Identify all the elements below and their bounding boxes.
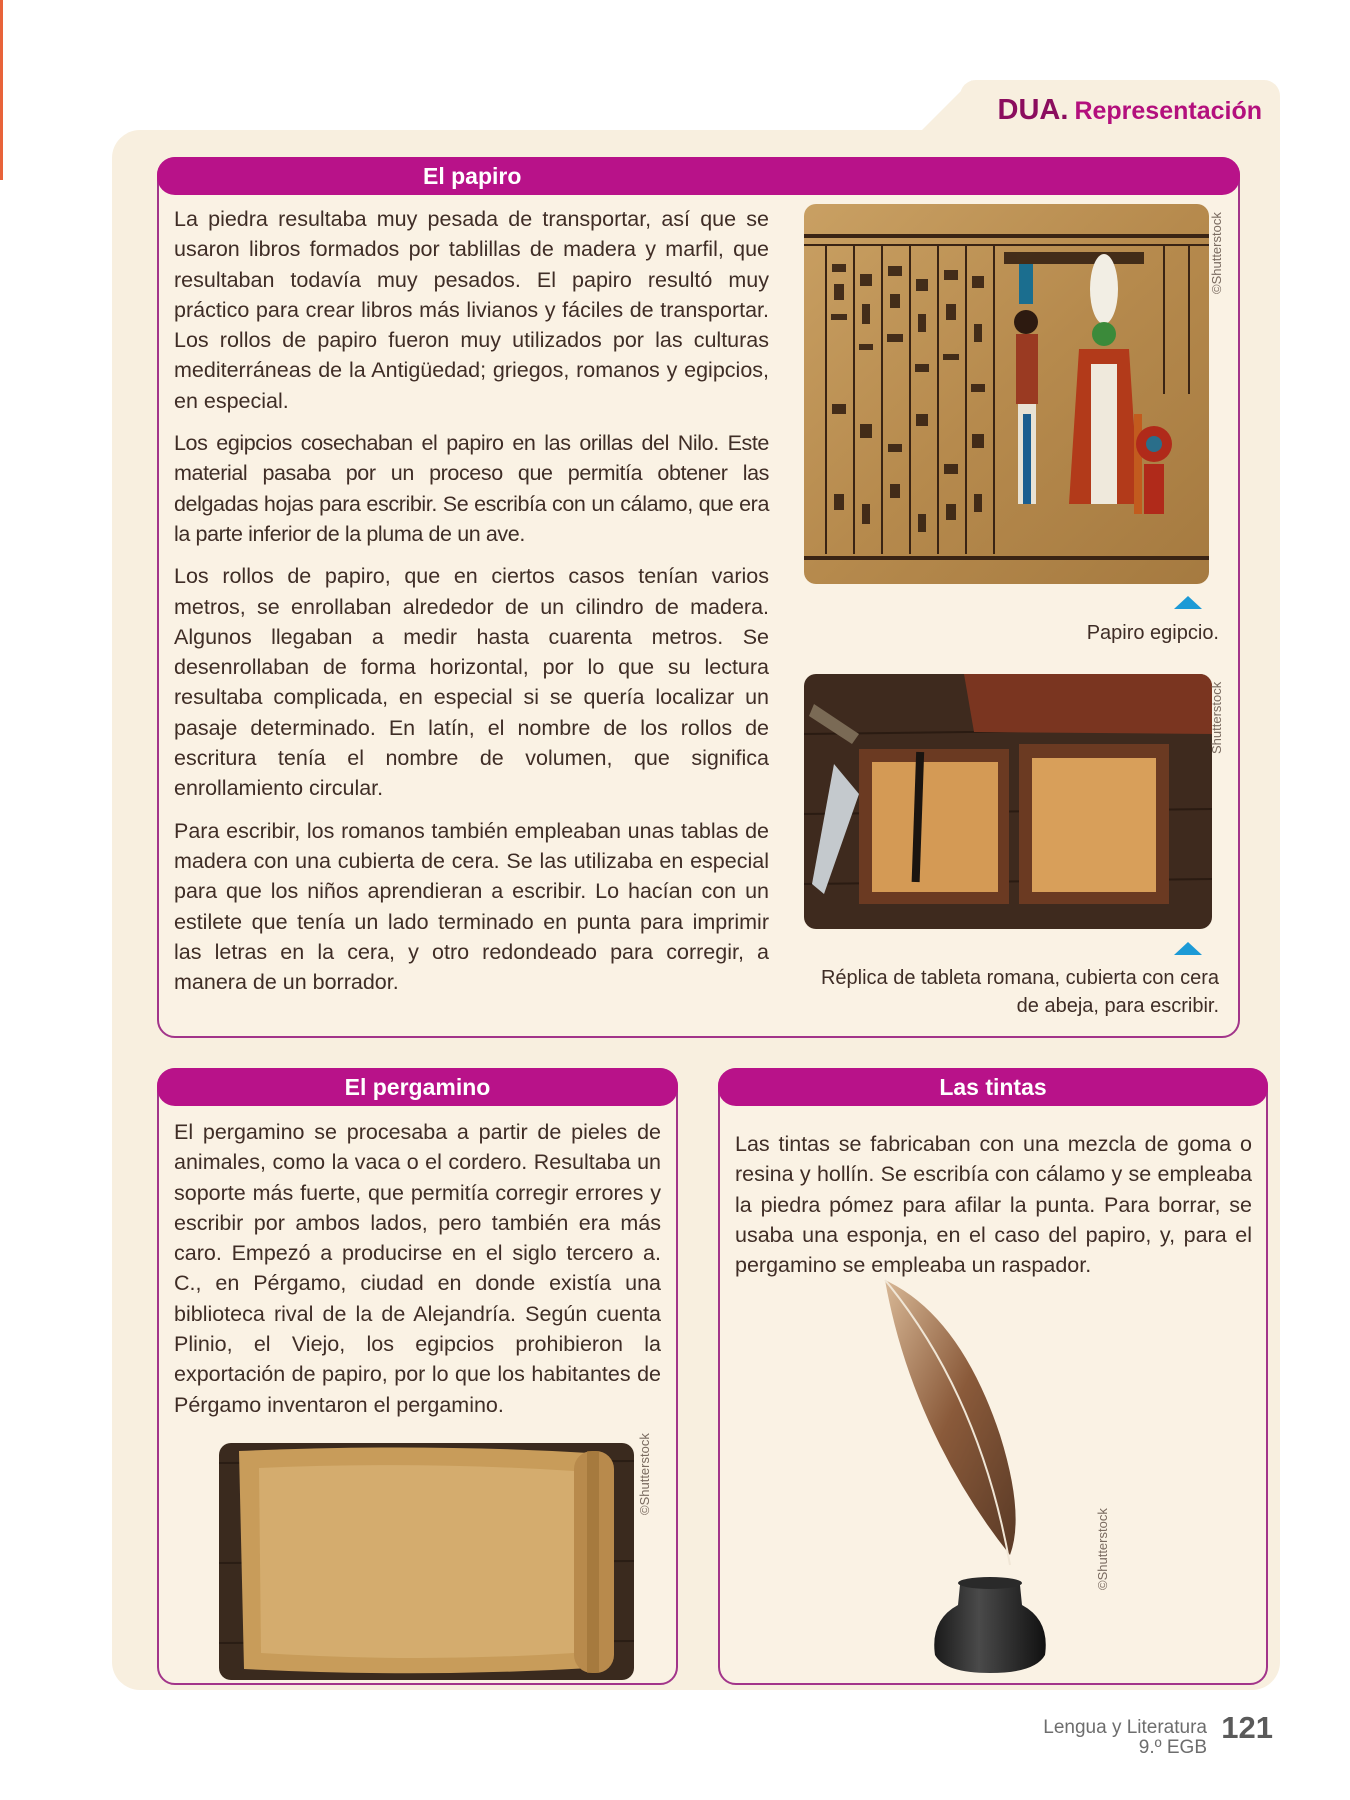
papiro-paragraph-2: Los egipcios cosechaban el papiro en las orillas del Nilo. Este material pasaba por un proceso que permitía obtener las delgadas hojas para escribir. Se escribía con un cálamo, que era la parte inferior de la pluma de un ave. [174,431,769,546]
pergamino-body: El pergamino se procesaba a partir de pieles de animales, como la vaca o el cordero. Resultaba un soporte más fuerte, que permitía corregir errores y escribir por ambos lados, pero también era más caro. Empezó a producirse en el siglo tercero a. C., en Pérgamo, ciudad en donde existía una biblioteca rival de la de Alejandría. Según cuenta Plinio, el Viejo, los egipcios prohibieron la exportación de papiro, por lo que los habitantes de Pérgamo inventaron el pergamino. [174,1120,661,1417]
parchment-image [219,1443,634,1680]
quill-image-credit: ©Shutterstock [1095,1508,1110,1590]
roman-tablet-image [804,674,1212,929]
page-number: 121 [1221,1710,1273,1745]
papyrus-image-credit: ©Shutterstock [1209,212,1224,294]
papiro-section [157,157,1240,1038]
parchment-image-credit: ©Shutterstock [637,1433,652,1515]
footer-subject [1043,1718,1207,1758]
caption-arrow-icon [1174,942,1202,955]
caption-arrow-icon [1174,596,1202,609]
tintas-body: Las tintas se fabricaban con una mezcla de goma o resina y hollín. Se escribía con cálamo y se empleaba la piedra pómez para afilar la punta. Para borrar, se usaba una esponja, en el caso del papiro, y, para el pergamino se empleaba un raspador. [735,1132,1252,1278]
papiro-body [174,204,769,1009]
papiro-paragraph-4: Para escribir, los romanos también empleaban unas tablas de madera con una cubierta de cera. Se las utilizaba en especial para que los niños aprendieran a escribir. Lo hacían con un estilete que tenía un lado terminado en punta para imprimir las letras en la cera, y otro redondeado para corregir, a manera de un borrador. [174,818,769,995]
quill-inkwell-image [870,1275,1090,1675]
dua-subtitle: Representación [1074,97,1262,125]
tintas-title: Las tintas [718,1068,1268,1106]
footer-grade: 9.º EGB [1138,1737,1207,1758]
pergamino-title: El pergamino [157,1068,678,1106]
papiro-paragraph-3: Los rollos de papiro, que en ciertos casos tenían varios metros, se enrollaban alrededor de un cilindro de madera. Algunos llegaban a medir hasta cuarenta metros. Se desenrollaban de forma horizontal, por lo que su lectura resultaba complicada, en especial si se quería localizar un pasaje determinado. En latín, el nombre de los rollos de escritura tenía el nombre de volumen, que significa enrollamiento circular. [174,564,769,801]
tablet-image-credit: Shutterstock [1209,681,1224,754]
pergamino-section [157,1068,678,1685]
page-edge-marker [0,0,3,180]
papiro-title: El papiro [157,157,1240,195]
tablet-caption: Réplica de tableta romana, cubierta con cera de abeja, para escribir. [820,967,1219,1017]
tintas-section [718,1068,1268,1685]
footer-subject-name: Lengua y Literatura [1043,1717,1207,1738]
header-tab-slant [920,80,972,132]
dua-label: DUA. [997,94,1069,126]
papyrus-caption: Papiro egipcio. [1086,622,1219,644]
egyptian-papyrus-image [804,204,1209,584]
dua-header [998,94,1262,127]
papiro-paragraph-1: La piedra resultaba muy pesada de transportar, así que se usaron libros formados por tablillas de madera y marfil, que resultaban todavía muy pesados. El papiro resultó muy práctico para crear libros más livianos y fáciles de transportar. Los rollos de papiro fueron muy utilizados por las culturas mediterráneas de la Antigüedad; griegos, romanos y egipcios, en especial. [174,207,769,413]
